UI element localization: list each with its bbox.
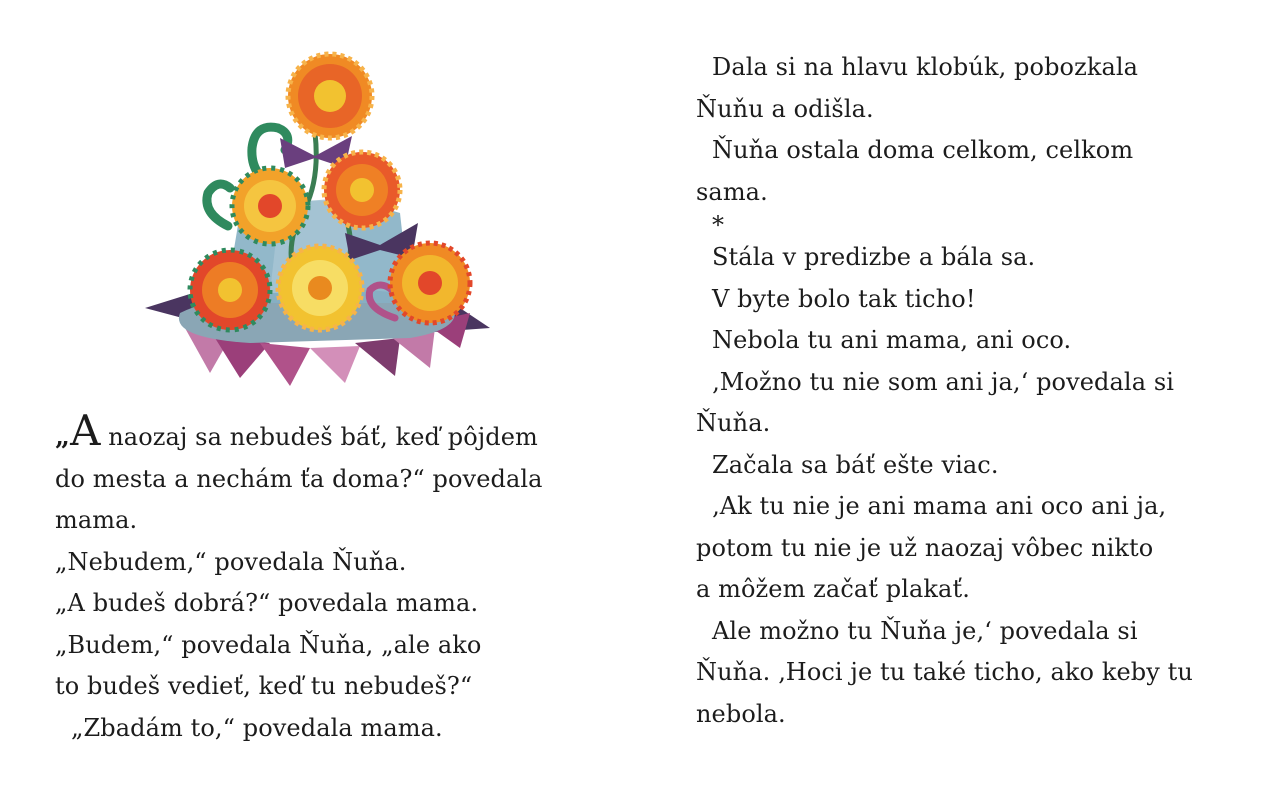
text-line: Začala sa báť ešte viac.: [712, 450, 999, 479]
text-line: Nebola tu ani mama, ani oco.: [712, 326, 1072, 354]
right-page-text: [696, 47, 1236, 735]
text-line-content: naozaj sa nebudeš báť, keď pôjdem: [100, 423, 538, 451]
text-line: Ale možno tu Ňuňa je,‘ povedala si: [712, 616, 1138, 645]
flower-center-right: [324, 152, 400, 228]
text-line: Stála v predizbe a bála sa.: [712, 243, 1036, 271]
text-line: „Zbadám to,“ povedala mama.: [71, 713, 443, 742]
text-line: potom tu nie je už naozaj vôbec nikto: [696, 533, 1154, 562]
flower-hat-illustration: [130, 38, 510, 388]
text-line: nebola.: [696, 699, 786, 728]
text-line: do mesta a nechám ťa doma?“ povedala: [55, 464, 543, 493]
text-line: Ňuňa.: [696, 409, 771, 437]
text-line: ‚Možno tu nie som ani ja,‘ povedala si: [712, 367, 1175, 396]
right-page: [640, 0, 1280, 800]
flower-bottom-left: [190, 250, 270, 330]
text-line: sama.: [696, 177, 768, 206]
text-line: to budeš vedieť, keď tu nebudeš?“: [55, 672, 473, 700]
flower-bottom-right: [390, 243, 470, 323]
text-line: a môžem začať plakať.: [696, 575, 970, 603]
text-line: „Budem,“ povedala Ňuňa, „ale ako: [55, 630, 482, 659]
text-line: Dala si na hlavu klobúk, pobozkala: [712, 53, 1139, 81]
flower-top: [288, 54, 372, 138]
text-line: „Nebudem,“ povedala Ňuňa.: [55, 547, 407, 576]
flower-left: [232, 168, 308, 244]
section-divider: *: [712, 211, 725, 239]
text-line: „A budeš dobrá?“ povedala mama.: [55, 589, 479, 617]
text-line: Ňuňa. ‚Hoci je tu také ticho, ako keby tu: [696, 658, 1193, 686]
left-page-text: [55, 406, 595, 749]
text-line: V byte bolo tak ticho!: [712, 284, 976, 313]
text-line: [55, 406, 595, 459]
text-line: Ňuňu a odišla.: [696, 94, 874, 123]
flower-bottom-center: [278, 246, 362, 330]
drop-letter: A: [70, 406, 101, 455]
text-line: Ňuňa ostala doma celkom, celkom: [712, 136, 1134, 164]
text-line: mama.: [55, 506, 138, 534]
opening-quote: „: [55, 422, 71, 452]
text-line: ‚Ak tu nie je ani mama ani oco ani ja,: [712, 492, 1167, 520]
